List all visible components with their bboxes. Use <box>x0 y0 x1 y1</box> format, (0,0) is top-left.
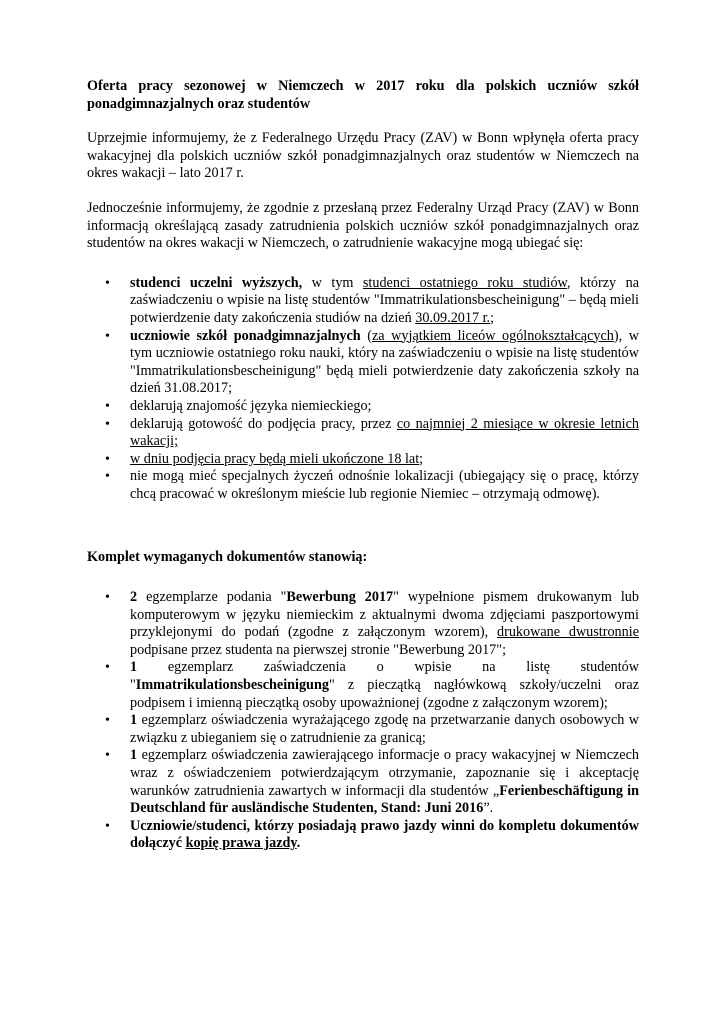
eligibility-list <box>87 275 639 504</box>
bullet-icon: • <box>105 275 110 291</box>
bullet-icon: • <box>105 416 110 432</box>
bullet-icon: • <box>105 469 110 485</box>
bullet-icon: • <box>105 451 110 467</box>
bullet-icon: • <box>105 818 110 834</box>
bullet-icon: • <box>105 748 110 764</box>
list-item: • deklarują gotowość do podjęcia pracy, przez co najmniej 2 miesiące w okresie letnich wakacji; <box>105 415 640 450</box>
list-item: • studenci uczelni wyższych, w tym studenci ostatniego roku studiów, którzy na zaświadczeniu o wpisie na listę studentów "Immatrikulationsbescheinigung" – będą mieli potwierdzenie daty zakończenia studiów na dzień 30.09.2017 r.; <box>105 274 639 326</box>
list-item: • 1 egzemplarz oświadczenia zawierającego informacje o pracy wakacyjnej w Niemczech wraz z oświadczeniem potwierdzającym otrzymanie, zapoznanie się i akceptację warunków zatrudnienia zawartych w informacji dla studentów „Ferienbeschäftigung in Deutschland für ausländische Studenten, Stand: Juni 2016”. <box>105 747 639 817</box>
bullet-icon: • <box>105 328 110 344</box>
conditions-intro-paragraph: Jednocześnie informujemy, że zgodnie z przesłaną przez Federalny Urząd Pracy (ZAV) w Bonn informacją określającą zasady zatrudnienia polskich uczniów szkół ponadgimnazjalnych oraz studentów na okres wakacji w Niemczech, o zatrudnienie wakacyjne mogą ubiegać się: <box>87 199 639 252</box>
list-item: • 1 egzemplarz oświadczenia wyrażającego zgodę na przetwarzanie danych osobowych w związku z ubieganiem się o zatrudnienie za granicą; <box>105 712 639 746</box>
list-item: • 2 egzemplarze podania "Bewerbung 2017" wypełnione pismem drukowanym lub komputerowym w języku niemieckim z aktualnymi dwoma zdjęciami paszportowymi przyklejonymi do podań (zgodne z załączonym wzorem), drukowane dwustronnie podpisane przez studenta na pierwszej stronie "Bewerbung 2017"; <box>105 589 639 658</box>
list-item: • Uczniowie/studenci, którzy posiadają prawo jazdy winni do kompletu dokumentów dołączyć kopię prawa jazdy. <box>105 817 639 852</box>
document-title: Oferta pracy sezonowej w Niemczech w 2017 roku dla polskich uczniów szkół ponadgimnazjalnych oraz studentów <box>87 78 639 112</box>
bullet-icon: • <box>105 713 110 729</box>
list-item: • nie mogą mieć specjalnych życzeń odnośnie lokalizacji (ubiegający się o pracę, którzy chcą pracować w określonym mieście lub regionie Niemiec – otrzymają odmowę). <box>105 468 639 502</box>
documents-heading: Komplet wymaganych dokumentów stanowią: <box>87 549 368 566</box>
list-item: • 1 egzemplarz zaświadczenia o wpisie na listę studentów "Immatrikulationsbescheinigung" z pieczątką nagłówkową szkoły/uczelni oraz podpisem i imienną pieczątką osoby upoważnionej (zgodne z załączonym wzorem); <box>105 659 639 711</box>
bullet-icon: • <box>105 398 110 414</box>
documents-list <box>87 589 639 853</box>
list-item: • w dniu podjęcia pracy będą mieli ukończone 18 lat; <box>105 450 424 467</box>
intro-paragraph: Uprzejmie informujemy, że z Federalnego Urzędu Pracy (ZAV) w Bonn wpłynęła oferta pracy wakacyjnej dla polskich uczniów szkół ponadgimnazjalnych oraz studentów w Niemczech na okres wakacji – lato 2017 r. <box>87 130 639 182</box>
list-item: • uczniowie szkół ponadgimnazjalnych (za wyjątkiem liceów ogólnokształcących), w tym uczniowie ostatniego roku nauki, który na zaświadczeniu o wpisie na listę studentów "Immatrikulationsbescheinigung" będą mieli potwierdzenie daty zakończenia szkoły na dzień 31.08.2017; <box>105 327 639 397</box>
document-page <box>87 78 639 853</box>
list-item: • deklarują znajomość języka niemieckiego; <box>105 397 372 414</box>
bullet-icon: • <box>105 590 110 606</box>
bullet-icon: • <box>105 660 110 676</box>
